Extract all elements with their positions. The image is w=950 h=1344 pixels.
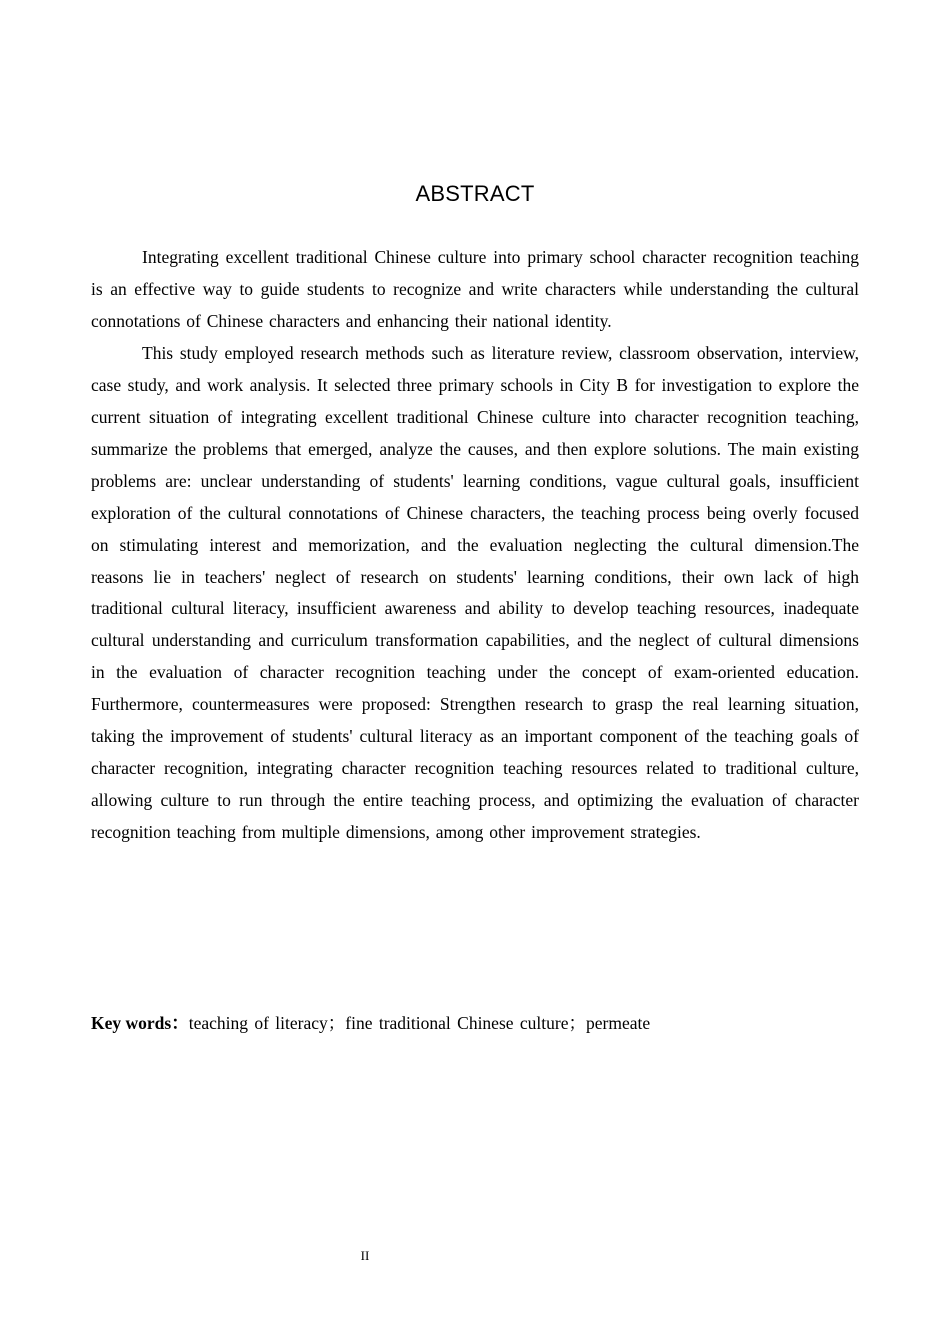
page-number: II [360, 1248, 370, 1263]
abstract-paragraph: Integrating excellent traditional Chinese culture into primary school character recognition teaching is an effective way to guide students to recognize and write characters while understanding the cultural connotations of Chinese characters and enhancing their national identity. [91, 247, 859, 331]
keywords-list: teaching of literacy；fine traditional Chinese culture；permeate [188, 1013, 651, 1033]
abstract-title: ABSTRACT [415, 181, 535, 206]
abstract-paragraph: This study employed research methods such as literature review, classroom observation, interview, case study, and work analysis. It selected three primary schools in City B for investigation to explore the current situation of integrating excellent traditional Chinese culture into character recognition teaching, summarize the problems that emerged, analyze the causes, and then explore solutions. The main existing problems are: unclear understanding of students' learning conditions, vague cultural goals, insufficient exploration of the cultural connotations of Chinese characters, the teaching process being overly focused on stimulating interest and memorization, and the evaluation neglecting the cultural dimension.The reasons lie in teachers' neglect of research on students' learning conditions, their own lack of high traditional cultural literacy, insufficient awareness and ability to develop teaching resources, inadequate cultural understanding and curriculum transformation capabilities, and the neglect of cultural dimensions in the evaluation of character recognition teaching under the concept of exam-oriented education. Furthermore, countermeasures were proposed: Strengthen research to grasp the real learning situation, taking the improvement of students' cultural literacy as an important component of the teaching goals of character recognition, integrating character recognition teaching resources related to traditional culture, allowing culture to run through the entire teaching process, and optimizing the evaluation of character recognition teaching from multiple dimensions, among other improvement strategies. [91, 342, 859, 843]
keywords-line [91, 1008, 859, 1039]
keywords-label: Key words： [91, 1013, 189, 1033]
abstract-body [91, 242, 859, 849]
